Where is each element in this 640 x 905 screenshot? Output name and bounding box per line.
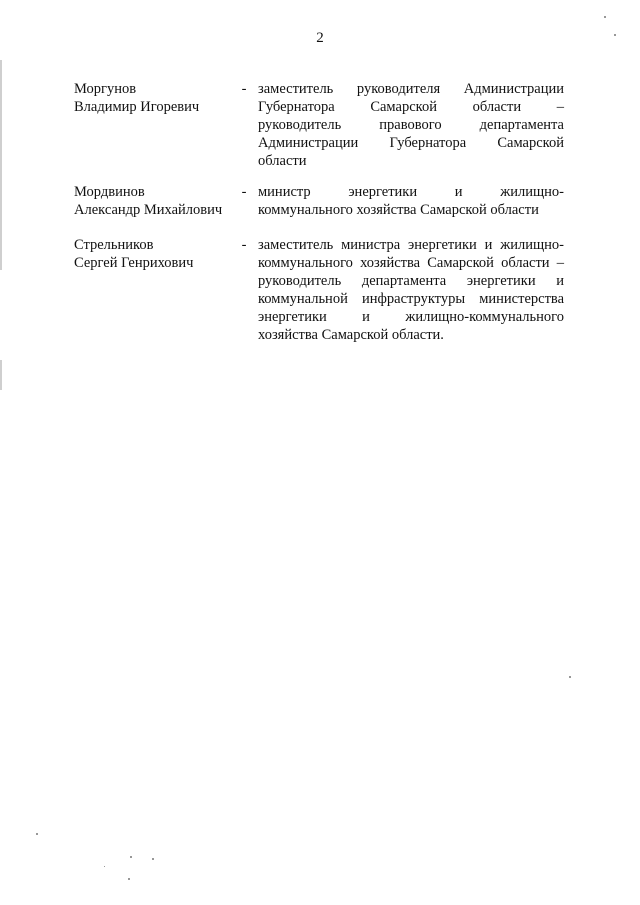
position-line: коммунальной инфраструктуры министерства: [258, 291, 564, 307]
entry-dash: -: [241, 237, 247, 253]
position-line: руководитель департамента энергетики и: [258, 273, 564, 289]
position-line: коммунального хозяйства Самарской области –: [258, 255, 564, 271]
position-line: энергетики и жилищно-коммунального: [258, 309, 564, 325]
member-name: [74, 80, 244, 116]
scan-edge-mark: [0, 60, 2, 270]
scan-speck: [152, 858, 154, 860]
position-line: коммунального хозяйства Самарской области: [258, 202, 539, 218]
scan-speck: [128, 878, 130, 880]
entry-dash: -: [241, 81, 247, 97]
member-given-names: Сергей Генрихович: [74, 255, 194, 271]
entry-dash: -: [241, 184, 247, 200]
member-position: [258, 236, 564, 344]
scan-speck: [130, 856, 132, 858]
scan-speck: [104, 866, 105, 867]
member-position: [258, 80, 564, 170]
member-given-names: Владимир Игоревич: [74, 99, 200, 115]
scan-speck: [569, 676, 571, 678]
member-given-names: Александр Михайлович: [74, 202, 223, 218]
position-line: Губернатора Самарской области –: [258, 99, 564, 115]
scan-speck: [36, 833, 38, 835]
member-name: [74, 183, 244, 219]
position-line: заместитель руководителя Администрации: [258, 81, 564, 97]
scan-speck: [604, 16, 606, 18]
scan-speck: [614, 34, 616, 36]
position-line: руководитель правового департамента: [258, 117, 564, 133]
member-surname: Мордвинов: [74, 184, 145, 200]
member-surname: Моргунов: [74, 81, 137, 97]
position-line: области: [258, 153, 307, 169]
member-name: [74, 236, 244, 272]
position-line: заместитель министра энергетики и жилищно-: [258, 237, 564, 253]
position-line: хозяйства Самарской области.: [258, 327, 444, 343]
position-line: Администрации Губернатора Самарской: [258, 135, 564, 151]
member-surname: Стрельников: [74, 237, 154, 253]
scan-edge-mark: [0, 360, 2, 390]
member-position: [258, 183, 564, 219]
page-number: 2: [316, 30, 324, 46]
position-line: министр энергетики и жилищно-: [258, 184, 564, 200]
